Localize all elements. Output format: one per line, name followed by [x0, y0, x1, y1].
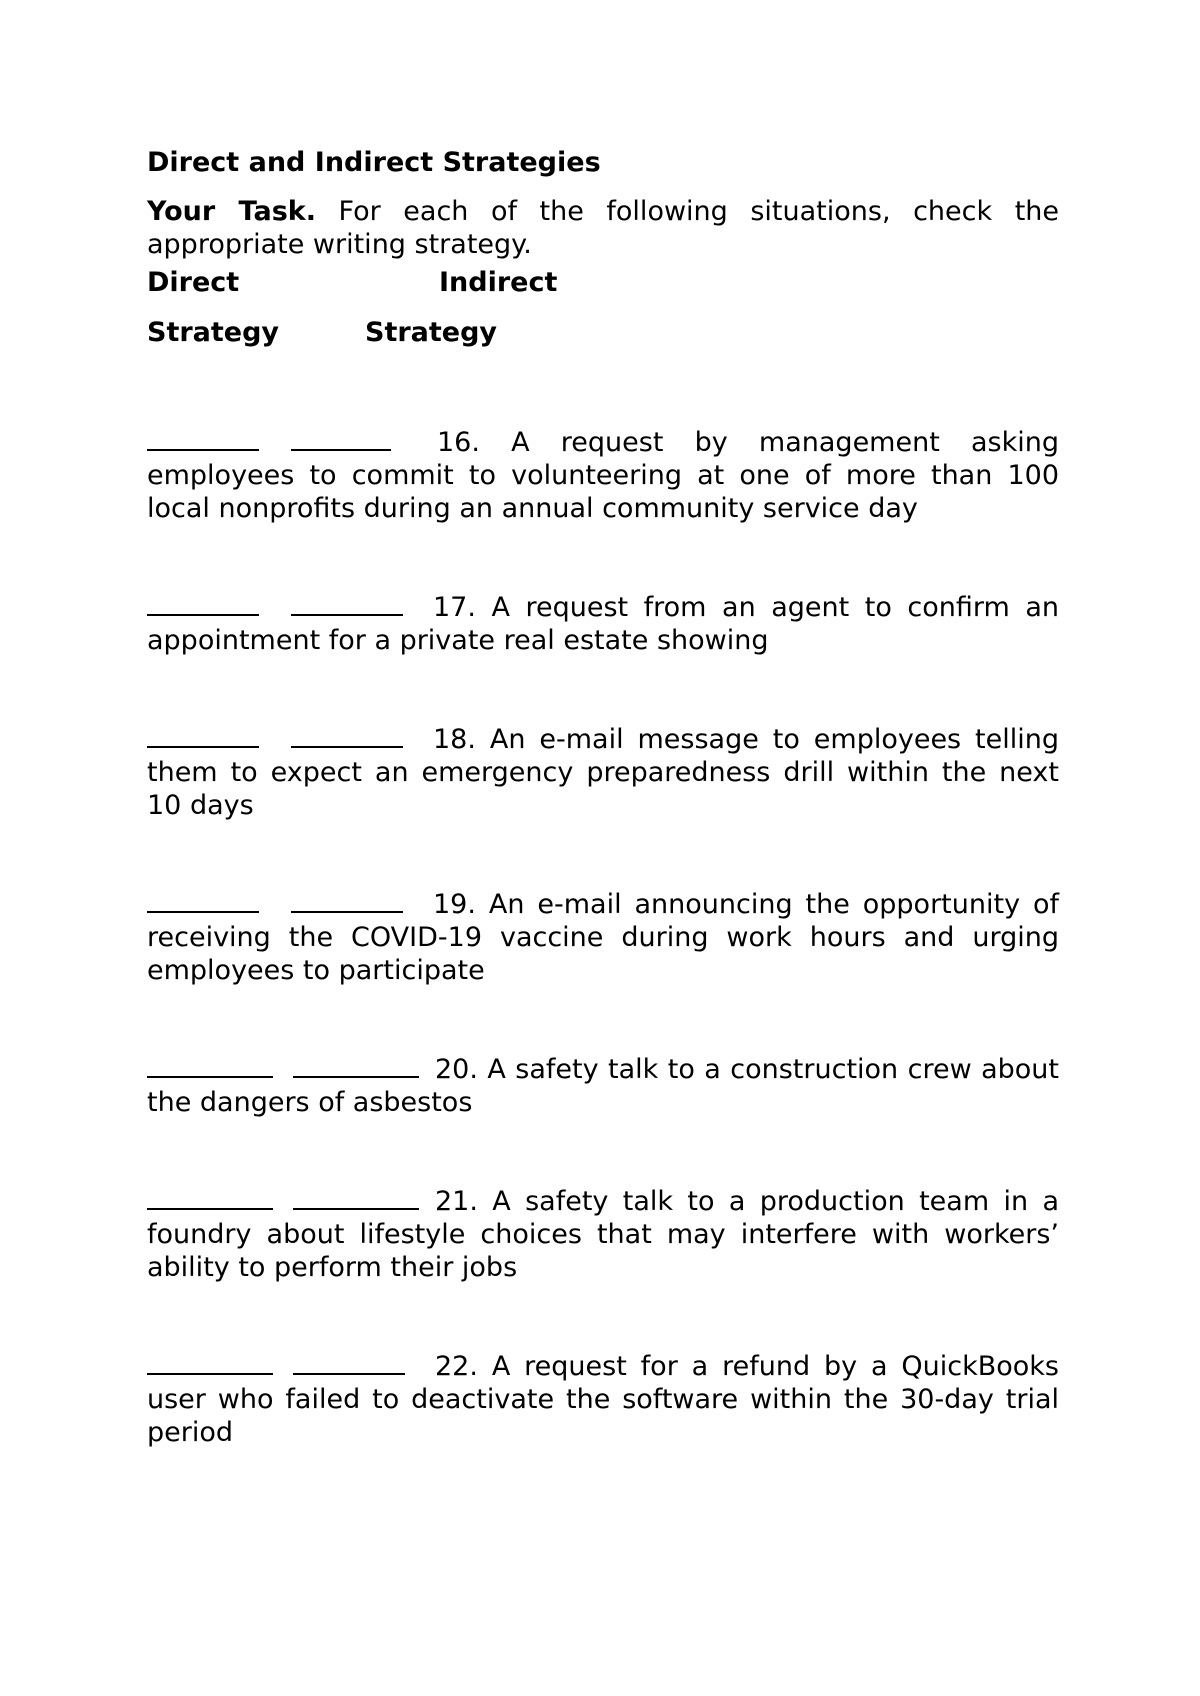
item-text: 17. A request from an agent to confirm an appointment for a private real estate showing [147, 592, 1059, 656]
indirect-answer-blank[interactable] [291, 724, 403, 748]
indirect-answer-blank[interactable] [293, 1186, 419, 1210]
direct-column-heading: Direct [147, 267, 240, 298]
task-instructions [147, 195, 1059, 261]
list-item [147, 591, 1059, 657]
indirect-answer-blank[interactable] [291, 592, 403, 616]
indirect-answer-blank[interactable] [293, 1351, 405, 1375]
task-label: Your Task. [147, 196, 316, 227]
indirect-answer-blank[interactable] [293, 1054, 419, 1078]
list-item [147, 1053, 1059, 1119]
direct-answer-blank[interactable] [147, 1351, 273, 1375]
list-item [147, 888, 1059, 987]
direct-answer-blank[interactable] [147, 1186, 273, 1210]
direct-answer-blank[interactable] [147, 1054, 273, 1078]
indirect-answer-blank[interactable] [291, 889, 403, 913]
indirect-column-heading: Indirect [439, 267, 558, 298]
item-text: 20. A safety talk to a construction crew about the dangers of asbestos [147, 1054, 1059, 1118]
list-item [147, 1350, 1059, 1449]
item-text: 18. An e-mail message to employees telling them to expect an emergency preparedness drill within the next 10 days [147, 724, 1059, 821]
list-item [147, 1185, 1059, 1284]
direct-answer-blank[interactable] [147, 427, 259, 451]
indirect-answer-blank[interactable] [291, 427, 391, 451]
item-text: 16. A request by management asking employees to commit to volunteering at one of more than 100 local nonprofits during an annual community service day [147, 427, 1059, 524]
indirect-column-subheading: Strategy [365, 317, 498, 348]
direct-column-subheading: Strategy [147, 317, 280, 348]
item-text: 21. A safety talk to a production team in a foundry about lifestyle choices that may interfere with workers’ ability to perform their jobs [147, 1186, 1059, 1283]
direct-answer-blank[interactable] [147, 889, 259, 913]
item-text: 22. A request for a refund by a QuickBooks user who failed to deactivate the software within the 30-day trial period [147, 1351, 1059, 1448]
item-text: 19. An e-mail announcing the opportunity of receiving the COVID-19 vaccine during work hours and urging employees to participate [147, 889, 1059, 986]
task-text: For each of the following situations, check the appropriate writing strategy. [147, 196, 1060, 260]
direct-answer-blank[interactable] [147, 592, 259, 616]
direct-answer-blank[interactable] [147, 724, 259, 748]
list-item [147, 426, 1059, 525]
document-title: Direct and Indirect Strategies [147, 147, 601, 178]
list-item [147, 723, 1059, 822]
